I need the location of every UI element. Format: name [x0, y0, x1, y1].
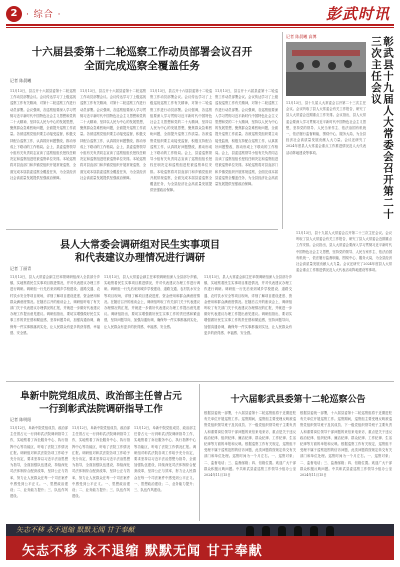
article1-body-col4: 11月13日，县召开十六届县委第十二轮巡察工作动员部署会议。会议传达学习了上级巡视巡察工作有关精神，对第十二轮巡察工作进行动员部署。会议强调，各巡察组要深入学习贯彻习近平新时代中国特色社会主义思想和党的二十大精神，坚持以人民为中心的发展思想，聚焦群众急难愁盼问题，全面提升巡察工作质量。各被巡察党组织要主动接受监督，积极支持配合巡察工作，认真抓好问题整改，推动形成上下联动的工作格局。会上，县委巡察领导小组有关负责同志宣读了巡察组组长授权任职决定和巡察组进驻被巡察单位安排。本轮巡察将对县直部门和乡镇党组织开展常规巡察，全面完成本届县委巡察全覆盖任务，为全县经济社会高质量发展提供坚强政治保障。 — [215, 89, 278, 187]
article1-body-col1: 11月13日，县召开十六届县委第十二轮巡察工作动员部署会议。会议传达学习了上级巡视巡察工作有关精神，对第十二轮巡察工作进行动员部署。会议强调，各巡察组要深入学习贯彻习近平新时代中国特色社会主义思想和党的二十大精神，坚持以人民为中心的发展思想，聚焦群众急难愁盼问题，全面提升巡察工作质量。各被巡察党组织要主动接受监督，积极支持配合巡察工作，认真抓好问题整改，推动形成上下联动的工作格局。会上，县委巡察领导小组有关负责同志宣读了巡察组组长授权任职决定和巡察组进驻被巡察单位安排。本轮巡察将对县直部门和乡镇党组织开展常规巡察，全面完成本届县委巡察全覆盖任务，为全县经济社会高质量发展提供坚强政治保障。 — [10, 89, 76, 180]
soldier-silhouette-icon — [246, 526, 254, 536]
article3-title-line2: 一行到彰武法院调研指导工作 — [39, 404, 163, 415]
sidebar-tag: 记者 陈晨曦 高博 — [286, 34, 317, 39]
soldier-silhouette-icon — [310, 526, 318, 536]
soldier-silhouette-icon — [326, 526, 334, 536]
banner-slogan: 矢志不移 永不退缩 默默无闻 甘于奉献 — [22, 544, 263, 559]
article1-body-col3: 11月13日，县召开十六届县委第十二轮巡察工作动员部署会议。会议传达学习了上级巡视巡察工作有关精神，对第十二轮巡察工作进行动员部署。会议强调，各巡察组要深入学习贯彻习近平新时代中国特色社会主义思想和党的二十大精神，坚持以人民为中心的发展思想，聚焦群众急难愁盼问题，全面提升巡察工作质量。各被巡察党组织要主动接受监督，积极支持配合巡察工作，认真抓好问题整改，推动形成上下联动的工作格局。会上，县委巡察领导小组有关负责同志宣读了巡察组组长授权任职决定和巡察组进驻被巡察单位安排。本轮巡察将对县直部门和乡镇党组织开展常规巡察，全面完成本届县委巡察全覆盖任务，为全县经济社会高质量发展提供坚强政治保障。 — [150, 89, 212, 193]
section-divider — [6, 381, 394, 382]
article4-body-col2: 根据县委统一部署，十六届县委第十二轮巡察组将于近期进驻有关单位开展巡察工作。巡察期间，巡察组主要受理反映被巡察党组织领导班子及其成员、下一级党组织领导班子主要负责人和重要岗位领导干部问题的来信来电来访，重点是关于违反政治纪律、组织纪律、廉洁纪律、群众纪律、工作纪律、生活纪律等方面的举报和反映。根据巡察工作有关规定，巡察组不受理不属于巡察范围的信访问题，此类问题将按规定转交有关部门和单位处理。巡察时间为一个月左右。一、巡察对象；二、监督电话；三、监督邮箱；四、信箱位置。欢迎广大干部群众积极反映问题。中共彰武县委巡察工作领导小组办公室 2024年11月15日 — [300, 411, 392, 478]
article2-byline: 记者 丁丽青 — [10, 266, 32, 271]
meeting-photo-icon — [286, 42, 366, 96]
sidebar-body-continued: 11月13日，县十九届人大常委会召开第二十三次主任会议。会议听取了县人大常委会有关工作报告，研究了县人大常委会近期重点工作安排。会议指出，县人大常委会要深入学习贯彻习近平新时代中国特色社会主义思想，坚持党的领导、人民当家作主、依法治国有机统一，依法履行监督职能，围绕中心、服务大局，为全县经济社会高质量发展贡献人大力量。会议还研究了2024年度县人大常委会重点工作推进情况及人大代表活动阵地建设等事项。 — [296, 231, 392, 273]
section-divider — [6, 229, 278, 230]
column-divider — [282, 32, 283, 229]
article3-body-col1: 11月12日，阜新中院党组成员、政治部主任曾占元一行到彰武法院调研指导工作，实地察看了诉讼服务中心、执行指挥中心等功能区，听取了法院工作情况汇报。调研组对彰武法院各项工作给予充分肯定，要求坚持以习近平法治思想为指导，全面加强队伍建设，持续深化司法体制综合配套改革，坚持公正与效率，努力让人民群众在每一个司法案件中感受到公平正义。一、思想政治建设；二、业务能力提升；三、队伍作风建设。 — [10, 426, 68, 499]
article3-body-col2: 11月12日，阜新中院党组成员、政治部主任曾占元一行到彰武法院调研指导工作，实地察看了诉讼服务中心、执行指挥中心等功能区，听取了法院工作情况汇报。调研组对彰武法院各项工作给予充分肯定，要求坚持以习近平法治思想为指导，全面加强队伍建设，持续深化司法体制综合配套改革，坚持公正与效率，努力让人民群众在每一个司法案件中感受到公平正义。一、思想政治建设；二、业务能力提升；三、队伍作风建设。 — [72, 426, 130, 499]
sidebar-vertical-title: 彰武县十九届人大常委会召开第二十三次主任会议 — [370, 36, 394, 220]
article1-byline: 记者 陈晨曦 — [10, 78, 32, 83]
article2-body-col3: 11月13日，县人大常委会副主任率领调研组深入全县部分乡镇，实地察看民生实事项目推进情况，并对代表建议办理工作进行调研。调研组一行先后来到城乡学校建设、道路交通、农村饮水安全等项目现场，详细了解项目建设进度、资金使用和群众满意度情况。在随后召开的座谈会上，调研组听取了有关部门关于代表建议办理情况的汇报，并就进一步做好代表建议办理工作提出意见建议。调研组指出，要切实增强做好民生实事工作的责任感和紧迫感，坚持问题导向，加强沟通协调，确保每一件实事都落到实处，让人民群众有更多的获得感、幸福感、安全感。 — [204, 275, 292, 335]
header-rule — [6, 24, 394, 26]
article2-title-line2: 和代表建议办理情况进行调研 — [75, 253, 205, 264]
masthead-logo: 彭武时讯 — [325, 5, 390, 23]
article3-byline: 记者 陈明阳 — [10, 417, 32, 422]
banner-top-strip — [6, 524, 394, 536]
section-label: · 综合 · — [26, 10, 62, 20]
soldier-silhouette-icon — [294, 526, 302, 536]
article4-body-col1: 根据县委统一部署，十六届县委第十二轮巡察组将于近期进驻有关单位开展巡察工作。巡察期间，巡察组主要受理反映被巡察党组织领导班子及其成员、下一级党组织领导班子主要负责人和重要岗位领导干部问题的来信来电来访，重点是关于违反政治纪律、组织纪律、廉洁纪律、群众纪律、工作纪律、生活纪律等方面的举报和反映。根据巡察工作有关规定，巡察组不受理不属于巡察范围的信访问题，此类问题将按规定转交有关部门和单位处理。巡察时间为一个月左右。一、巡察对象；二、监督电话；三、监督邮箱；四、信箱位置。欢迎广大干部群众积极反映问题。中共彰武县委巡察工作领导小组办公室 2024年11月15日 — [204, 411, 296, 478]
bottom-banner — [6, 524, 394, 560]
article3-title-line1: 阜新中院党组成员、政治部主任曾占元 — [20, 391, 182, 402]
article2-body-col1: 11月13日，县人大常委会副主任率领调研组深入全县部分乡镇，实地察看民生实事项目推进情况，并对代表建议办理工作进行调研。调研组一行先后来到城乡学校建设、道路交通、农村饮水安全等项目现场，详细了解项目建设进度、资金使用和群众满意度情况。在随后召开的座谈会上，调研组听取了有关部门关于代表建议办理情况的汇报，并就进一步做好代表建议办理工作提出意见建议。调研组指出，要切实增强做好民生实事工作的责任感和紧迫感，坚持问题导向，加强沟通协调，确保每一件实事都落到实处，让人民群众有更多的获得感、幸福感、安全感。 — [10, 275, 100, 335]
article2-body-col2: 11月13日，县人大常委会副主任率领调研组深入全县部分乡镇，实地察看民生实事项目推进情况，并对代表建议办理工作进行调研。调研组一行先后来到城乡学校建设、道路交通、农村饮水安全等项目现场，详细了解项目建设进度、资金使用和群众满意度情况。在随后召开的座谈会上，调研组听取了有关部门关于代表建议办理情况的汇报，并就进一步做好代表建议办理工作提出意见建议。调研组指出，要切实增强做好民生实事工作的责任感和紧迫感，坚持问题导向，加强沟通协调，确保每一件实事都落到实处，让人民群众有更多的获得感、幸福感、安全感。 — [104, 275, 200, 329]
article2-title-line1: 县人大常委会调研组对民生实事项目 — [60, 240, 220, 251]
article1-title-line2: 全面完成巡察全覆盖任务 — [84, 60, 200, 72]
column-divider — [199, 384, 200, 521]
article4-title: 十六届彰武县委第十二轮巡察公告 — [230, 395, 366, 405]
article1-title-line1: 十六届县委第十二轮巡察工作动员部署会议召开 — [31, 46, 253, 58]
banner-small-text: 矢志不移 永不退缩 默默无闻 甘于奉献 — [16, 526, 135, 534]
article3-body-col3: 11月12日，阜新中院党组成员、政治部主任曾占元一行到彰武法院调研指导工作，实地察看了诉讼服务中心、执行指挥中心等功能区，听取了法院工作情况汇报。调研组对彰武法院各项工作给予充分肯定，要求坚持以习近平法治思想为指导，全面加强队伍建设，持续深化司法体制综合配套改革，坚持公正与效率，努力让人民群众在每一个司法案件中感受到公平正义。一、思想政治建设；二、业务能力提升；三、队伍作风建设。 — [134, 426, 196, 493]
sidebar-photo — [286, 42, 366, 96]
sidebar-body: 11月13日，县十九届人大常委会召开第二十三次主任会议。会议听取了县人大常委会有关工作报告，研究了县人大常委会近期重点工作安排。会议指出，县人大常委会要深入学习贯彻习近平新时代中国特色社会主义思想，坚持党的领导、人民当家作主、依法治国有机统一，依法履行监督职能，围绕中心、服务大局，为全县经济社会高质量发展贡献人大力量。会议还研究了2024年度县人大常委会重点工作推进情况及人大代表活动阵地建设等事项。 — [286, 101, 366, 155]
soldier-silhouette-icon — [262, 526, 270, 536]
soldier-silhouette-icon — [278, 526, 286, 536]
article1-body-col2: 11月13日，县召开十六届县委第十二轮巡察工作动员部署会议。会议传达学习了上级巡视巡察工作有关精神，对第十二轮巡察工作进行动员部署。会议强调，各巡察组要深入学习贯彻习近平新时代中国特色社会主义思想和党的二十大精神，坚持以人民为中心的发展思想，聚焦群众急难愁盼问题，全面提升巡察工作质量。各被巡察党组织要主动接受监督，积极支持配合巡察工作，认真抓好问题整改，推动形成上下联动的工作格局。会上，县委巡察领导小组有关负责同志宣读了巡察组组长授权任职决定和巡察组进驻被巡察单位安排。本轮巡察将对县直部门和乡镇党组织开展常规巡察，全面完成本届县委巡察全覆盖任务，为全县经济社会高质量发展提供坚强政治保障。 — [80, 89, 146, 180]
header-rule-thin — [6, 27, 394, 28]
page-number: 2 — [6, 6, 22, 22]
